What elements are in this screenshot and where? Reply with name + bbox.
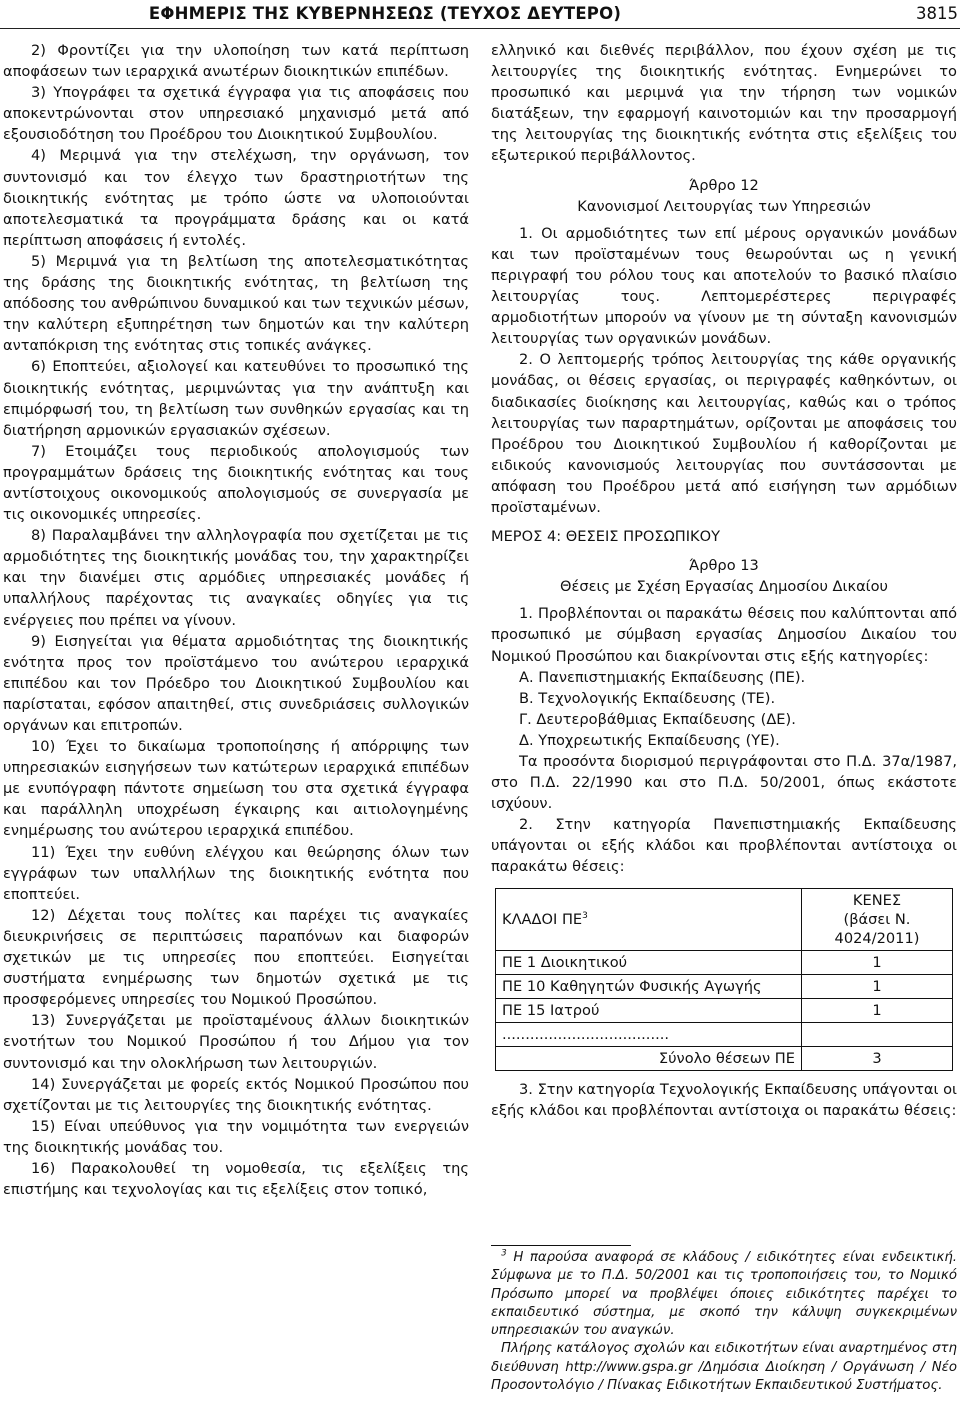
- paragraph: 13) Συνεργάζεται με προϊσταμένους άλλων διοικητικών ενοτήτων του Νομικού Προσώπου ή του Δήμου για τον συντονισμό και την ολοκλήρωση των λειτουργιών.: [3, 1012, 469, 1072]
- article-13-heading: [491, 555, 957, 597]
- footnote: [491, 1245, 957, 1395]
- footnote-divider: [491, 1245, 631, 1246]
- footnote-text: Πλήρης κατάλογος σχολών και ειδικοτήτων είναι αναρτημένος στη διεύθυνση http://www.gspa.gr /Δημόσια Διοίκηση / Οργάνωση / Νέο Προσοντολόγιο / Πίνακας Ειδικοτήτων Εκπαιδευτικού Συστήματος.: [491, 1341, 957, 1394]
- table-header-vacancies: ΚΕΝΕΣ (βάσει Ν. 4024/2011): [802, 888, 953, 950]
- category-item: Γ. Δευτεροβάθμιας Εκπαίδευσης (ΔΕ).: [519, 710, 796, 728]
- paragraph: ελληνικό και διεθνές περιβάλλον, που έχουν σχέση με τις λειτουργίες της διοικητικής ενότητας. Ενημερώνει το προσωπικό και μεριμνά για την τήρηση των νομικών διατάξεων, την εφαρμογή καινοτομιών και την προσαρμογή της λειτουργίας της διοικητικής ενότητα στις εξελίξεις του εξωτερικού περιβάλλοντος.: [491, 42, 957, 165]
- table-cell-branch: ΠΕ 10 Καθηγητών Φυσικής Αγωγής: [496, 974, 802, 998]
- article-title: Άρθρο 12: [689, 176, 759, 194]
- table-total-label: Σύνολο θέσεων ΠΕ: [496, 1046, 802, 1070]
- table-cell-branch: ΠΕ 1 Διοικητικού: [496, 950, 802, 974]
- paragraph: 2. Στην κατηγορία Πανεπιστημιακής Εκπαίδευσης υπάγονται οι εξής κλάδοι και προβλέπονται αντίστοιχα οι παρακάτω θέσεις:: [491, 816, 957, 876]
- table-row: [496, 1022, 953, 1046]
- paragraph: 2) Φροντίζει για την υλοποίηση των κατά περίπτωση αποφάσεων των ιεραρχικά ανωτέρων διοικητικών επιπέδων.: [3, 42, 469, 81]
- table-cell-branch: ....................................: [496, 1022, 802, 1046]
- right-column: [491, 40, 957, 1121]
- positions-table: [495, 888, 953, 1071]
- article-subtitle: Θέσεις με Σχέση Εργασίας Δημοσίου Δικαίου: [560, 578, 888, 596]
- article-12-heading: [491, 175, 957, 217]
- table-header-row: [496, 888, 953, 950]
- table-cell-count: 1: [802, 950, 953, 974]
- paragraph: 5) Μεριμνά για τη βελτίωση της αποτελεσματικότητας της δράσης της διοικητικής ενότητας, τη βελτίωση της απόδοσης του ανθρώπινου δυναμικού και των τεχνικών μέσων, την καλύτερη εξυπηρέτηση των δημοτών και την καλύτερη ανταπόκριση της ενότητας στις τοπικές ανάγκες.: [3, 252, 469, 355]
- category-item: Α. Πανεπιστημιακής Εκπαίδευσης (ΠΕ).: [519, 668, 806, 686]
- paragraph: 6) Εποπτεύει, αξιολογεί και κατευθύνει το προσωπικό της διοικητικής ενότητας, μεριμνώντας για την ανάπτυξη και επιμόρφωσή του, τη βελτίωση των συνθηκών εργασίας και τη διατήρηση αρμονικών εργασιακών σχέσεων.: [3, 358, 469, 439]
- table-row: [496, 974, 953, 998]
- table-cell-count: [802, 1022, 953, 1046]
- paragraph: 8) Παραλαμβάνει την αλληλογραφία που σχετίζεται με τις αρμοδιότητες της διοικητικής μονάδας του, την χαρακτηρίζει και την διανέμει στις αρμόδιες υπηρεσιακές μονάδες ή υπαλλήλους παρέχοντας τις αναγκαίες οδηγίες για τις ενέργειες που πρέπει να γίνουν.: [3, 527, 469, 629]
- footnote-marker: 3: [501, 1248, 507, 1259]
- paragraph: 3) Υπογράφει τα σχετικά έγγραφα για τις αποφάσεις που αποκεντρώνονται στον υπηρεσιακό μηχανισμό μετά από εξουσιοδότηση του Προέδρου του Διοικητικού Συμβουλίου.: [3, 84, 469, 144]
- page-header: [0, 0, 960, 29]
- paragraph: 2. Ο λεπτομερής τρόπος λειτουργίας της κάθε οργανικής μονάδας, οι θέσεις εργασίας, οι περιγραφές καθηκόντων, οι διαδικασίες διοίκησης και λειτουργίας, καθώς και ο τρόπος λειτουργίας των παραρτημάτων, ορίζονται με αποφάσεις του Προέδρου του Διοικητικού Συμβουλίου ή καθορίζονται με ειδικούς κανονισμούς λειτουργίας που συντάσσονται με απόφαση του Προέδρου μετά από εισήγηση των αρμόδιων προϊσταμένων.: [491, 351, 957, 516]
- paragraph: 16) Παρακολουθεί τη νομοθεσία, τις εξελίξεις της επιστήμης και τεχνολογίας και τις εξελίξεις στον τοπικό,: [3, 1159, 469, 1199]
- paragraph: 12) Δέχεται τους πολίτες και παρέχει τις αναγκαίες διευκρινήσεις σε περιπτώσεις παραπόνων και διαφορών σχετικών με τις υπηρεσίες που εποπτεύει. Εισηγείται συστήματα ενημέρωσης των δημοτών σχετικά με τις προσφερόμενες υπηρεσίες του Νομικού Προσώπου.: [3, 906, 469, 1009]
- table-total-row: [496, 1046, 953, 1070]
- table-cell-count: 1: [802, 998, 953, 1022]
- part-title: ΜΕΡΟΣ 4: ΘΕΣΕΙΣ ΠΡΟΣΩΠΙΚΟΥ: [491, 528, 720, 546]
- paragraph: 1. Οι αρμοδιότητες των επί μέρους οργανικών μονάδων και των προϊσταμένων τους θεωρούνται ως η γενική περιγραφή του ρόλου τους και αποτελούν το βασικό πλαίσιο λειτουργίας τους. Λεπτομερέστερες περιγραφές αρμοδιοτήτων μπορούν να γίνουν με τη σύνταξη κανονισμών λειτουργίας των οργανικών μονάδων.: [491, 224, 957, 348]
- page-number: 3815: [916, 4, 958, 23]
- footnote-text: $^3$ Η παρούσα αναφορά σε κλάδους / ειδικότητες είναι ενδεικτική. Σύμφωνα με το Π.Δ. 50/2001 και τις τροποποιήσεις του, το Νομικό Πρόσωπο μπορεί να προβλέψει όποιες ειδικότητες παρέχει το εκπαιδευτικό σύστημα, με σκοπό την κάλυψη συγκεκριμένων υπηρεσιακών του αναγκών.: [491, 1248, 957, 1339]
- category-item: Δ. Υποχρεωτικής Εκπαίδευσης (ΥΕ).: [519, 731, 780, 749]
- category-item: Β. Τεχνολογικής Εκπαίδευσης (ΤΕ).: [519, 689, 776, 707]
- paragraph: 4) Μεριμνά για την στελέχωση, την οργάνωση, τον συντονισμό και τον έλεγχο των δραστηριοτήτων της διοικητικής ενότητας με τρόπο ώστε να υλοποιούνται αποτελεσματικά τα προγράμματα δράσης και οι κατά περίπτωση αποφάσεις ή εντολές.: [3, 147, 469, 249]
- table-cell-branch: ΠΕ 15 Ιατρού: [496, 998, 802, 1022]
- table-row: [496, 950, 953, 974]
- paragraph: Τα προσόντα διορισμού περιγράφονται στο Π.Δ. 37α/1987, στο Π.Δ. 22/1990 και στο Π.Δ. 50/2001, όπως εκάστοτε ισχύουν.: [491, 753, 957, 813]
- table-row: [496, 998, 953, 1022]
- paragraph: 3. Στην κατηγορία Τεχνολογικής Εκπαίδευσης υπάγονται οι εξής κλάδοι και προβλέπονται αντίστοιχα οι παρακάτω θέσεις:: [491, 1080, 957, 1119]
- table-total-value: 3: [802, 1046, 953, 1070]
- paragraph: 15) Είναι υπεύθυνος για την νομιμότητα των ενεργειών της διοικητικής μονάδας του.: [3, 1117, 469, 1156]
- paragraph: 7) Ετοιμάζει τους περιοδικούς απολογισμούς των προγραμμάτων δράσεις της διοικητικής ενότητας και τους αντίστοιχους οικονομικούς απολογισμούς σε συνεργασία με τις οικονομικές υπηρεσίες.: [3, 442, 469, 524]
- footnote-ref: 3: [582, 910, 588, 921]
- paragraph: 14) Συνεργάζεται με φορείς εκτός Νομικού Προσώπου που σχετίζονται με τις λειτουργίες της διοικητικής ενότητας.: [3, 1075, 469, 1114]
- article-title: Άρθρο 13: [689, 557, 759, 575]
- article-subtitle: Κανονισμοί Λειτουργίας των Υπηρεσιών: [577, 197, 871, 215]
- paragraph: 10) Έχει το δικαίωμα τροποποίησης ή απόρριψης των υπηρεσιακών εισηγήσεων των κατώτερων ιεραρχικά επιπέδων με ενυπόγραφη πάντοτε σημείωση του στα σχετικά έγγραφα και παράλληλη υποχρέωση έγκαιρης και αιτιολογημένης ενημέρωσης του ανώτερου ιεραρχικά επιπέδου.: [3, 738, 469, 840]
- table-cell-count: 1: [802, 974, 953, 998]
- gazette-title: ΕΦΗΜΕΡΙΣ ΤΗΣ ΚΥΒΕΡΝΗΣΕΩΣ (ΤΕΥΧΟΣ ΔΕΥΤΕΡΟ): [148, 4, 622, 23]
- paragraph: 11) Έχει την ευθύνη ελέγχου και θεώρησης όλων των εγγράφων των υπαλλήλων της διοικητικής ενότητα που εποπτεύει.: [3, 843, 469, 903]
- table-header-branch: ΚΛΑΔΟΙ $\Pi E^3$: [496, 888, 802, 950]
- paragraph: 1. Προβλέπονται οι παρακάτω θέσεις που καλύπτονται από προσωπικό με σύμβαση εργασίας Δημοσίου Δικαίου του Νομικού Προσώπου και διακρίνονται στις εξής κατηγορίες:: [491, 605, 957, 665]
- paragraph: 9) Εισηγείται για θέματα αρμοδιότητας της διοικητικής ενότητα προς τον προϊστάμενο του ανώτερου ιεραρχικά επιπέδου και τον Πρόεδρο του Διοικητικού Συμβουλίου και παρίσταται, εφόσον απαιτηθεί, στις συνεδριάσεις συλλογικών οργάνων και επιτροπών.: [3, 632, 469, 734]
- left-column: [3, 40, 469, 1200]
